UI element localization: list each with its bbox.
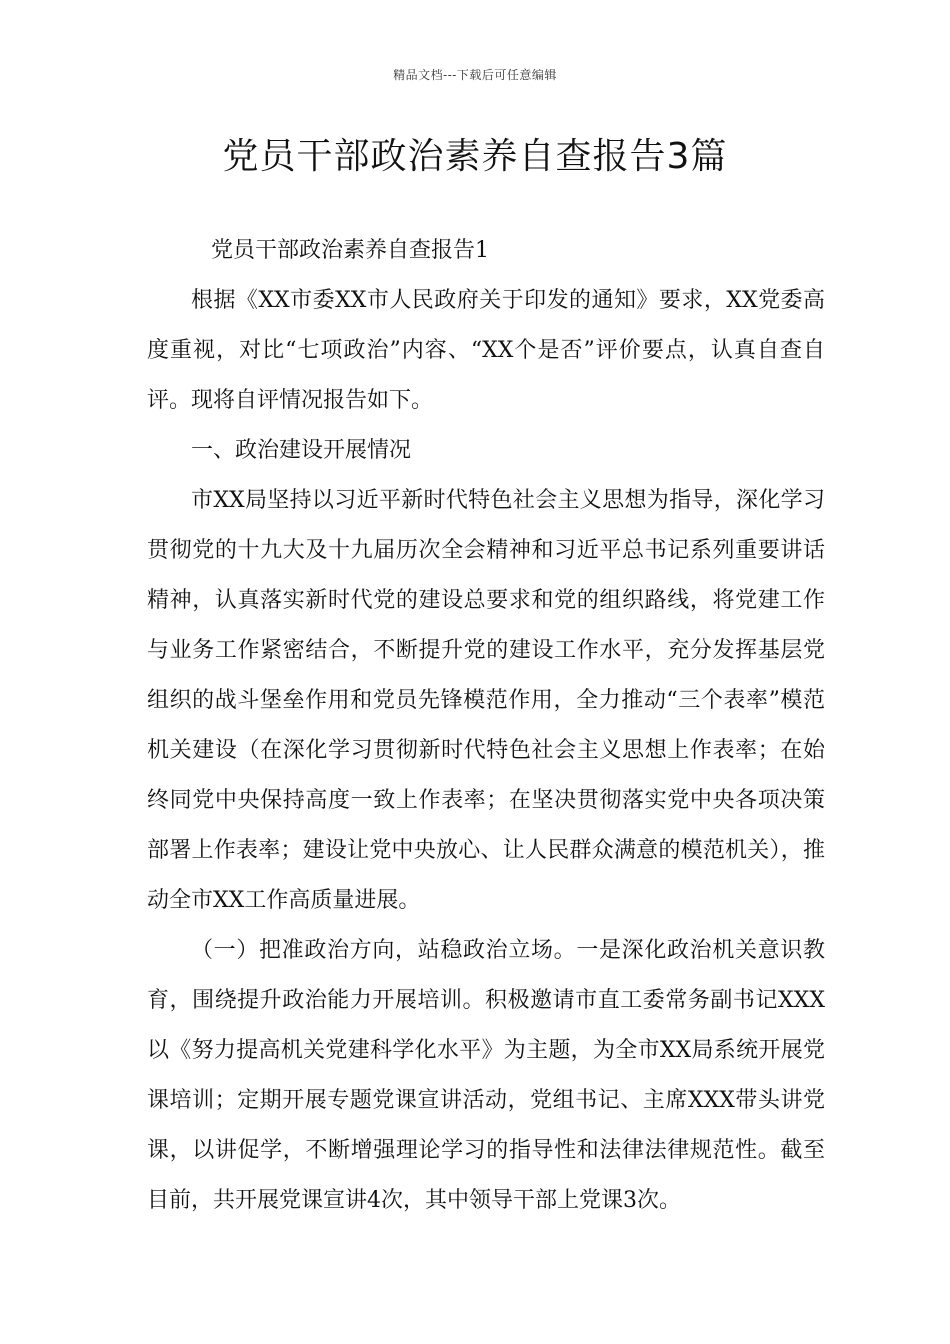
document-body	[147, 226, 825, 1226]
paragraph-political-direction: （一）把准政治方向，站稳政治立场。一是深化政治机关意识教育，围绕提升政治能力开展培训。积极邀请市直工委常务副书记XXX以《努力提高机关党建科学化水平》为主题，为全市XX局系统开展党课培训；定期开展专题党课宣讲活动，党组书记、主席XXX带头讲党课，以讲促学，不断增强理论学习的指导性和法律法律规范性。截至目前，共开展党课宣讲4次，其中领导干部上党课3次。	[147, 938, 825, 1213]
header-note: 精品文档---下载后可任意编辑	[393, 68, 557, 82]
paragraph-intro: 根据《XX市委XX市人民政府关于印发的通知》要求，XX党委高度重视，对比“七项政治”内容、“XX个是否”评价要点，认真自查自评。现将自评情况报告如下。	[147, 288, 825, 413]
section-heading: 一、政治建设开展情况	[191, 438, 412, 463]
document-title: 党员干部政治素养自查报告3篇	[222, 136, 728, 177]
paragraph-political-building: 市XX局坚持以习近平新时代特色社会主义思想为指导，深化学习贯彻党的十九大及十九届历次全会精神和习近平总书记系列重要讲话精神，认真落实新时代党的建设总要求和党的组织路线，将党建工作与业务工作紧密结合，不断提升党的建设工作水平，充分发挥基层党组织的战斗堡垒作用和党员先锋模范作用，全力推动“三个表率”模范机关建设（在深化学习贯彻新时代特色社会主义思想上作表率；在始终同党中央保持高度一致上作表率；在坚决贯彻落实党中央各项决策部署上作表率；建设让党中央放心、让人民群众满意的模范机关），推动全市XX工作高质量进展。	[147, 488, 825, 913]
document-subtitle: 党员干部政治素养自查报告1	[211, 238, 489, 263]
